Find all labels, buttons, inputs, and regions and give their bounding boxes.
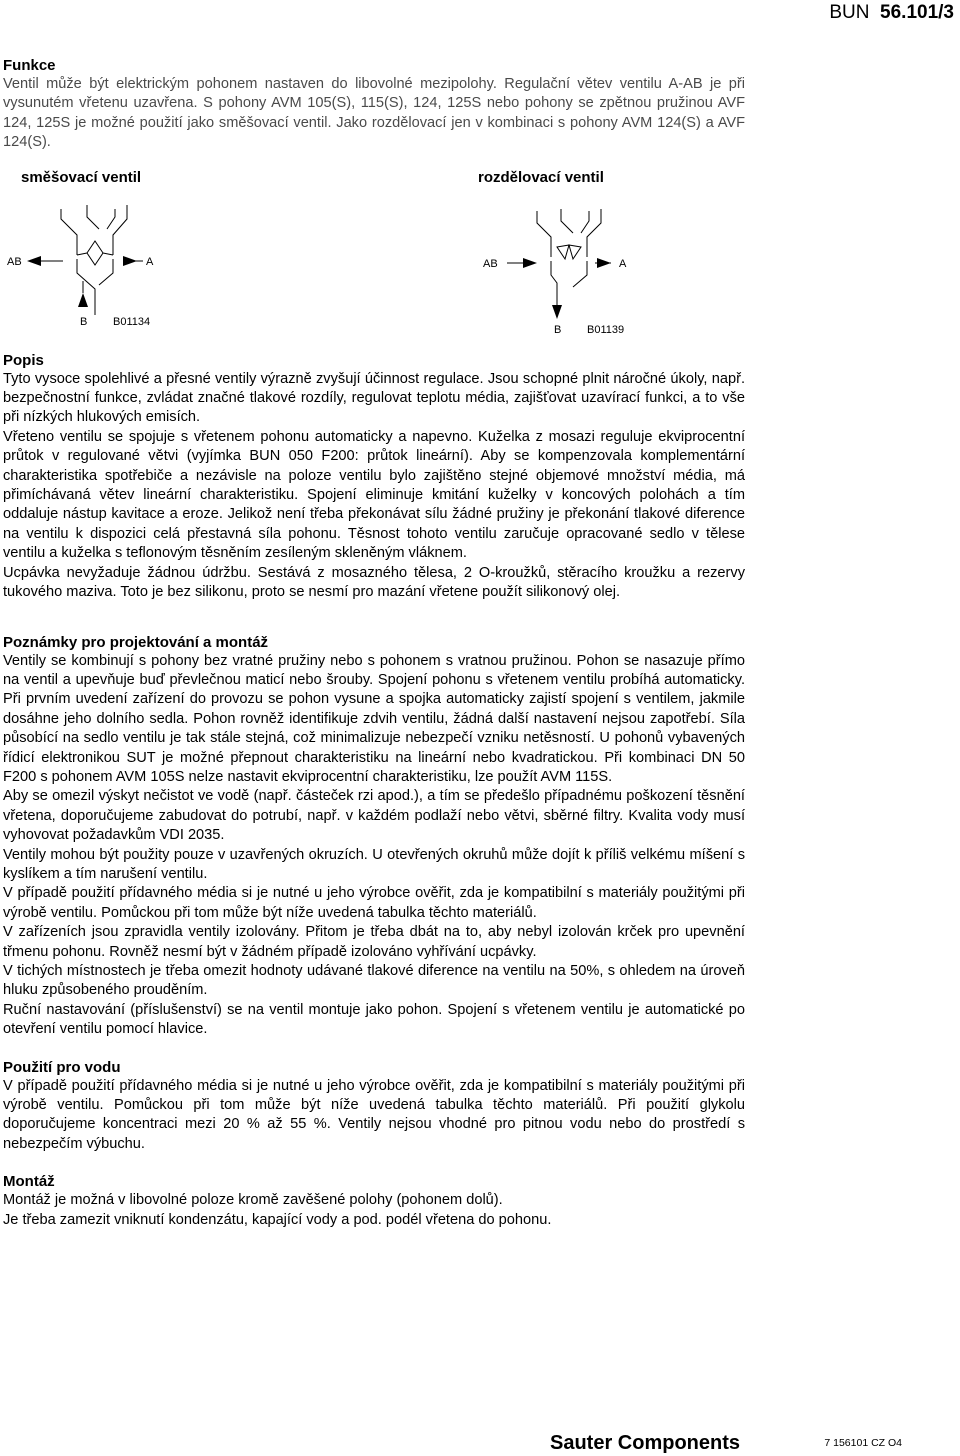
section-funkce	[3, 56, 745, 153]
heading-voda: Použití pro vodu	[3, 1058, 121, 1076]
montaz-paragraph: Je třeba zamezit vniknutí kondenzátu, kapající vody a pod. podél vřetena do pohonu.	[3, 1211, 552, 1228]
port-label-b: B	[80, 315, 88, 328]
port-label-a: A	[146, 255, 154, 268]
poznamky-paragraph: V zařízeních jsou zpravidla ventily izolovány. Přitom je třeba dbát na to, aby nebyl izolován krček pro upevnění třmenu pohonu. Rovněž nesmí být v žádném případě izolováno vyhřívání ucpávky.	[3, 924, 745, 960]
heading-poznamky: Poznámky pro projektování a montáž	[3, 633, 269, 651]
section-popis	[3, 351, 745, 603]
flow-arrow-ab-icon	[523, 258, 537, 268]
port-label-b: B	[554, 323, 562, 336]
heading-montaz: Montáž	[3, 1173, 55, 1191]
poznamky-paragraph: Ventily se kombinují s pohony bez vratné pružiny nebo s pohonem s vratnou pružinou. Pohon se nasazuje přímo na ventil a upevňuje buď převlečnou maticí nebo šrouby. Spojení pohonu s vřetenem ventilu probíhá automaticky. Při prvním uvedení zařízení do provozu se pohon vysune a spojka automaticky zajistí spojení s ventilem, jakmile dosáhne jeho dolního sedla. Pohon rovněž identifikuje zdvih ventilu, žádná další nastavení nejsou zapotřebí. Síla působící na sedlo ventilu je tak stále stejná, což minimalizuje nebezpečí vzniku netěsností. U pohonů vybavených řídicí elektronikou SUT je možné přepnout charakteristiku na lineární nebo kvadratickou. Při kombinaci DN 50 F200 s pohonem AVM 105S nelze nastavit ekviprocentní charakteristiku, lze použít AVM 115S.	[3, 652, 745, 785]
diverting-valve-diagram	[477, 197, 677, 337]
diagram-code: B01139	[587, 323, 625, 336]
diagram-title-diverting: rozdělovací ventil	[478, 168, 604, 186]
section-voda	[3, 1058, 745, 1155]
popis-paragraph: Tyto vysoce spolehlivé a přesné ventily výrazně zvyšují účinnost regulace. Jsou schopné plnit náročné úkoly, např. bezpečnostní funkce, zvládat značné tlakové rozdíly, regulovat teplotu média, zajišťovat uzavírací funkci, a to vše při nízkých hlukových emisích.	[3, 370, 745, 426]
popis-paragraph: Vřeteno ventilu se spojuje s vřetenem pohonu automaticky a napevno. Kuželka z mosazi reguluje ekviprocentní průtok v regulované větvi (vyjímka BUN 050 F200: průtok lineární). Aby se kompenzovala komplementární charakteristika spotřebiče a nezávisle na poloze ventilu bylo zajištěno stejné objemové množství média, má přimíchávaná větev lineární charakteristiku. Spojení eliminuje kmitání kuželky v koncových polohách a tím oddaluje nástup kavitace a eroze. Jelikož není třeba překonávat sílu žádné pružiny je překonání tlakové diference na ventilu k dispozici celá přestavná síla pohonu. Těsnost tohoto ventilu zaručuje opracované sedlo v tělese ventilu a kuželka s teflonovým těsněním zesíleným skleněným vláknem.	[3, 428, 745, 562]
poznamky-paragraph: Aby se omezil výskyt nečistot ve vodě (např. částeček rzi apod.), a tím se předešlo případnému poškození těsnění vřetena, doporučujeme zabudovat do potrubí, např. v každém podlaží nebo větvi, sběrné filtry. Kvalita vody musí vyhovovat požadavkům VDI 2035.	[3, 788, 745, 844]
footer-document-code: 7 156101 CZ O4	[824, 1437, 902, 1449]
flow-arrow-b-icon	[552, 305, 562, 319]
section-montaz	[3, 1172, 745, 1230]
heading-funkce: Funkce	[3, 57, 56, 74]
poznamky-paragraph: Ventily mohou být použity pouze v uzavřených okruzích. U otevřených okruhů může dojít k příliš velkému míšení s kyslíkem a tím narušení ventilu.	[3, 846, 745, 882]
diagram-code: B01134	[113, 315, 151, 328]
poznamky-paragraph: V tichých místnostech je třeba omezit hodnoty udávané tlakové diference na ventilu na 50%, s ohledem na úroveň hluku způsobeného prouděním.	[3, 963, 745, 999]
page-code-number: 56.101/3	[880, 2, 954, 23]
poznamky-paragraph: V případě použití přídavného média si je nutné u jeho výrobce ověřit, zda je kompatibilní s materiály použitými při výrobě ventilu. Pomůckou při tom může být níže uvedená tabulka těchto materiálů.	[3, 885, 745, 921]
popis-paragraph: Ucpávka nevyžaduje žádnou údržbu. Sestává z mosazného tělesa, 2 O-kroužků, stěracího kroužku a rezervy tukového maziva. Toto je bez silikonu, proto se nesmí pro mazání vřetene použít silikonový olej.	[3, 564, 745, 601]
diagram-title-mixing: směšovací ventil	[21, 168, 142, 186]
port-label-ab: AB	[7, 255, 22, 268]
section-poznamky	[3, 633, 745, 1040]
port-label-ab: AB	[483, 257, 498, 270]
voda-text: V případě použití přídavného média si je nutné u jeho výrobce ověřit, zda je kompatibilní s materiály použitými při výrobě ventilu. Pomůckou při tom může být níže uvedená tabulka těchto materiálů. Při použití glykolu doporučujeme koncentraci mezi 20 % až 55 %. Ventily nejsou vhodné pro pitnou vodu nebo do prostředí s nebezpečím výbuchu.	[3, 1077, 745, 1152]
poznamky-paragraph: Ruční nastavování (příslušenství) se na ventil montuje jako pohon. Spojení s vřetenem ventilu je automatické po otevření ventilu pomocí hlavice.	[3, 1001, 745, 1038]
valve-diagrams	[3, 159, 745, 351]
page-code	[829, 2, 954, 24]
heading-popis: Popis	[3, 351, 44, 369]
page-code-prefix: BUN	[829, 2, 870, 23]
mixing-valve-diagram	[3, 197, 203, 337]
funkce-text: Ventil může být elektrickým pohonem nastaven do libovolné mezipolohy. Regulační větev ventilu A-AB je při vysunutém vřetenu uzavřena. S pohony AVM 105(S), 115(S), 124, 125S nebo pohony se zpětnou pružinou AVF 124, 125S je možné použití jako směšovací ventil. Jako rozdělovací jen v kombinaci s pohony AVM 124(S) a AVF 124(S).	[3, 76, 745, 151]
flow-arrow-b-icon	[78, 293, 88, 307]
footer-brand: Sauter Components	[550, 1432, 741, 1454]
montaz-paragraph: Montáž je možná v libovolné poloze kromě zavěšené polohy (pohonem dolů).	[3, 1192, 503, 1209]
flow-arrow-ab-icon	[27, 256, 41, 266]
document-body	[3, 56, 745, 1230]
flow-arrow-a-icon	[123, 256, 137, 266]
flow-arrow-a-icon	[597, 258, 611, 268]
port-label-a: A	[619, 257, 627, 270]
